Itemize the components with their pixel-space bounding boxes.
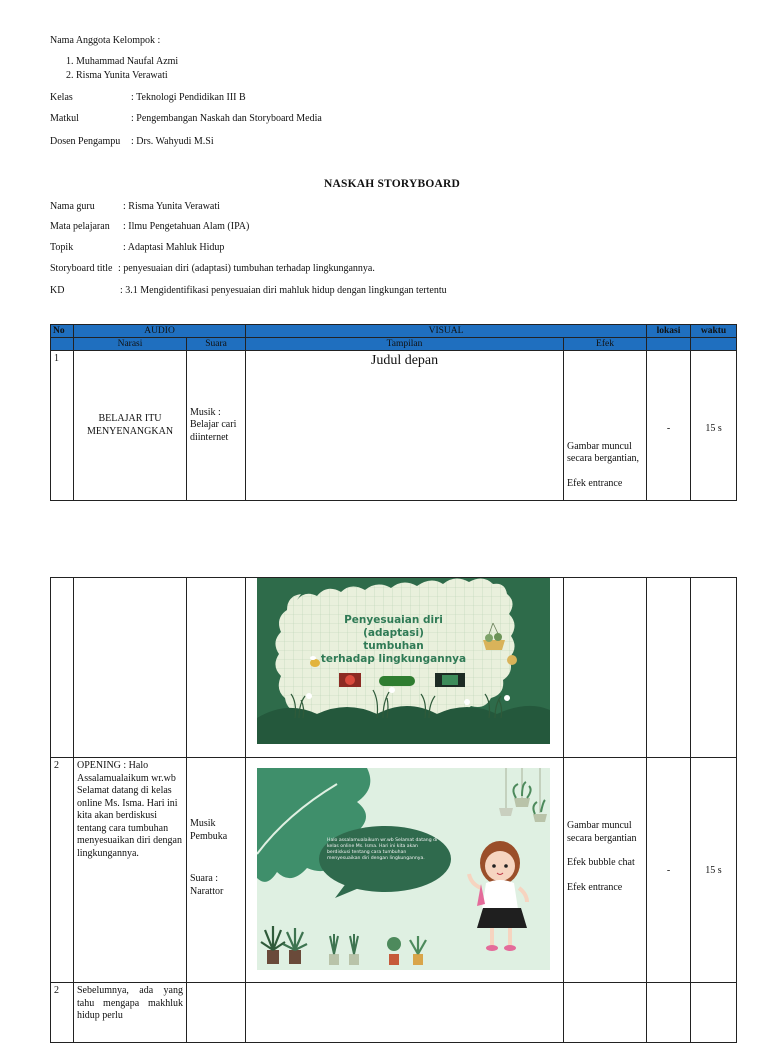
matkul-value: : Pengembangan Naskah dan Storyboard Media [131,113,322,124]
row2-efek [564,758,647,983]
kelas-value: : Teknologi Pendidikan III B [131,92,246,103]
header-waktu: waktu [691,325,737,338]
header-lokasi: lokasi [647,325,691,338]
member-2: 2. Risma Yunita Verawati [66,70,168,81]
storyboard-table-2 [50,577,737,1043]
row1-efek-1: Gambar muncul secara bergantian, [567,440,640,464]
header-tampilan: Tampilan [246,338,564,351]
row-slide1-narasi [74,578,187,758]
info-mapel-label: Mata pelajaran [50,221,110,232]
members-label: Nama Anggota Kelompok : [50,35,161,46]
row1-waktu: 15 s [691,351,737,501]
row3-waktu [691,983,737,1043]
row3-efek [564,983,647,1043]
info-title-value: : penyesuaian diri (adaptasi) tumbuhan terhadap lingkungannya. [118,263,375,274]
slide1-title-line-4: terhadap lingkungannya [320,653,467,665]
row1-tampilan: Judul depan [246,351,564,501]
row1-efek-2: Efek entrance [567,477,623,489]
slide2-image [257,768,550,970]
row1-narasi: BELAJAR ITU MENYENANGKAN [74,351,187,501]
row1-efek [564,351,647,501]
dosen-label: Dosen Pengampu [50,136,121,147]
storyboard-table-1 [50,324,737,501]
row-slide1-tampilan [246,578,564,758]
slide1-title [257,614,530,666]
row2-narasi: OPENING : Halo Assalamualaikum wr.wb Selamat datang di kelas online Ms. Isma. Hari ini kita akan berdiskusi tentang cara tumbuhan menyesuaikan diri dengan lingkungannya. [74,758,187,983]
row3-tampilan [246,983,564,1043]
header-visual: VISUAL [246,325,647,338]
header-audio: AUDIO [74,325,246,338]
slide1-title-line-3: tumbuhan [363,640,424,652]
header-no: No [51,325,74,338]
member-1: 1. Muhammad Naufal Azmi [66,56,179,67]
header-suara: Suara [187,338,246,351]
info-topik-value: : Adaptasi Mahluk Hidup [123,242,225,253]
slide2-art [257,768,550,970]
info-kd-value: : 3.1 Mengidentifikasi penyesuaian diri mahluk hidup dengan lingkungan tertentu [120,285,447,296]
doc-title: NASKAH STORYBOARD [323,178,460,190]
row1-no: 1 [51,351,74,501]
row3-no: 2 [51,983,74,1043]
row-slide1-no [51,578,74,758]
header-efek: Efek [564,338,647,351]
slide1-title-line-2: (adaptasi) [363,627,424,639]
row3-lokasi [647,983,691,1043]
header-waktu-sub [691,338,737,351]
row3-suara [187,983,246,1043]
info-guru-label: Nama guru [50,201,95,212]
row-slide1-efek [564,578,647,758]
header-lokasi-sub [647,338,691,351]
info-mapel-value: : Ilmu Pengetahuan Alam (IPA) [123,221,250,232]
row2-efek-2: Efek bubble chat [567,857,635,868]
header-narasi: Narasi [74,338,187,351]
row1-lokasi: - [647,351,691,501]
row2-no: 2 [51,758,74,983]
header-no-sub [51,338,74,351]
row2-efek-1: Gambar muncul secara bergantian [567,820,637,844]
slide2-bubble-text: Halo assalamualaikum wr.wb Selamat datang di kelas online Ms. Isma. Hari ini kita akan berdiskusi tentang cara tumbuhan menyesuaikan diri dengan lingkungannya. [327,838,438,861]
row-slide1-waktu [691,578,737,758]
row2-suara-2: Suara : Narattor [190,873,224,897]
row2-tampilan [246,758,564,983]
slide1-image [257,578,550,744]
row-slide1-lokasi [647,578,691,758]
row2-suara-1: Musik Pembuka [190,818,228,842]
matkul-label: Matkul [50,113,79,124]
info-guru-value: : Risma Yunita Verawati [123,201,220,212]
row2-lokasi: - [647,758,691,983]
row2-efek-3: Efek entrance [567,881,623,893]
row1-suara: Musik : Belajar cari diinternet [187,351,246,501]
info-topik-label: Topik [50,242,74,253]
row3-narasi: Sebelumnya, ada yang tahu mengapa makhluk hidup perlu [74,983,187,1043]
info-kd-label: KD [50,285,65,296]
dosen-value: : Drs. Wahyudi M.Si [131,136,214,147]
kelas-label: Kelas [50,92,73,103]
row2-waktu: 15 s [691,758,737,983]
row-slide1-suara [187,578,246,758]
info-title-label: Storyboard title [50,263,113,274]
slide1-title-line-1: Penyesuaian diri [344,614,443,626]
row2-suara [187,758,246,983]
